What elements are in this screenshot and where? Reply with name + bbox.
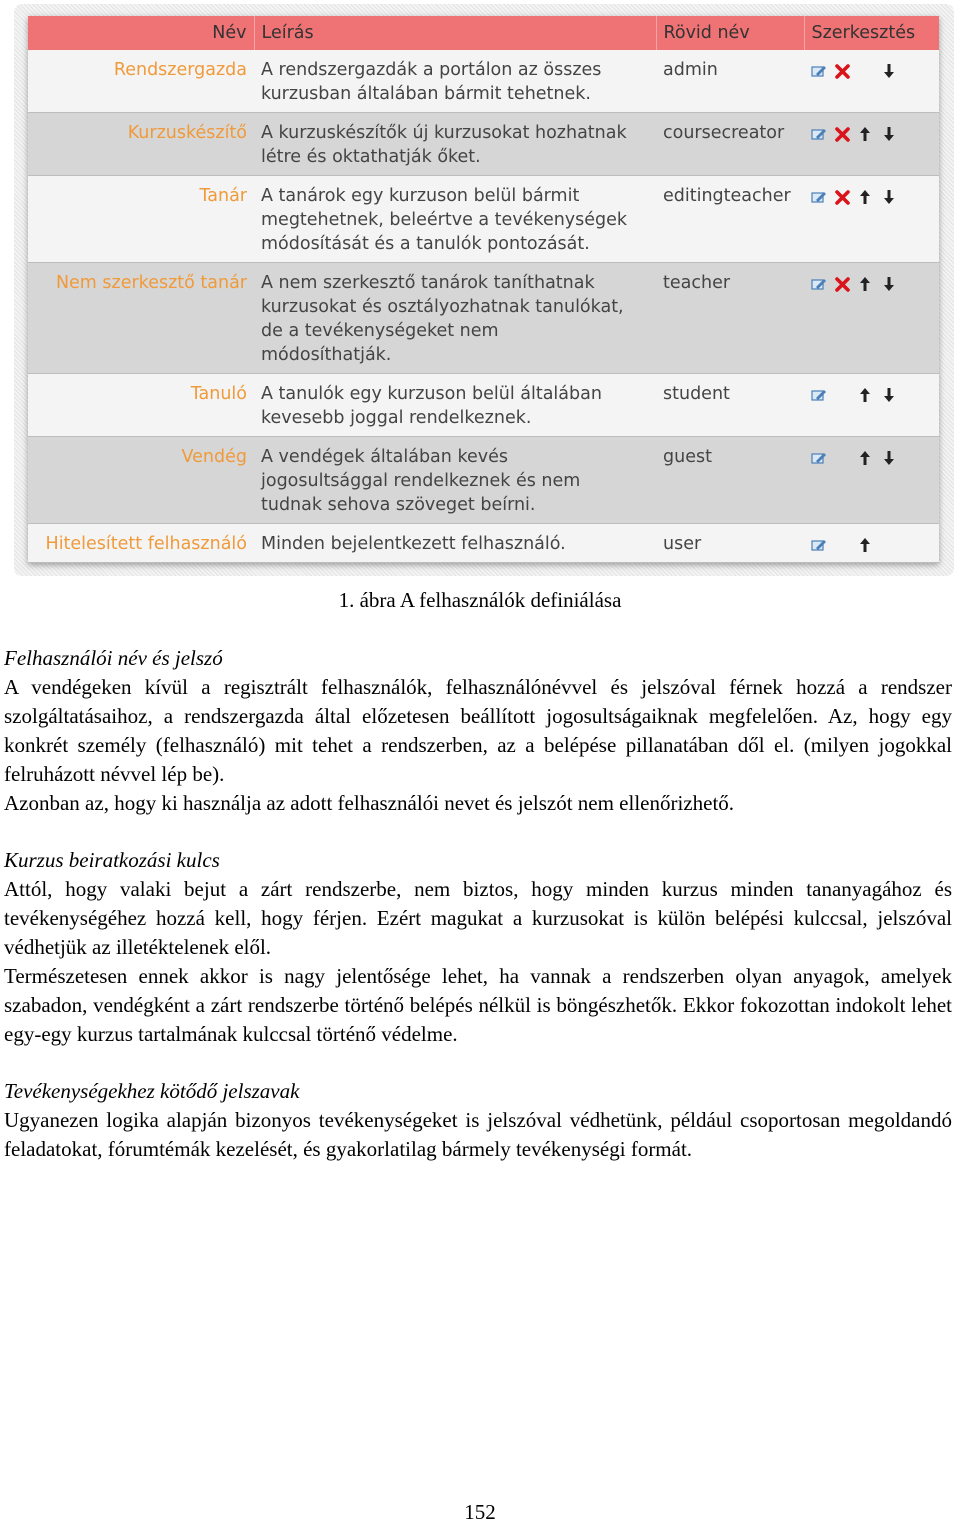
role-short-name: editingteacher [656,176,804,263]
column-header-short-name[interactable]: Rövid név [656,16,804,50]
role-description [254,437,656,524]
role-description [254,176,656,263]
move-down-arrow-icon[interactable] [883,386,907,404]
role-description-line: kurzusokat és osztályozhatnak tanulókat, [261,297,624,317]
role-description [254,50,656,113]
role-actions [804,437,939,524]
edit-icon[interactable] [811,62,835,80]
role-name-link[interactable]: Nem szerkesztő tanár [28,263,254,374]
roles-table-body [28,50,939,563]
section-heading: Felhasználói név és jelszó [4,646,223,670]
paragraph: Ugyanezen logika alapján bizonyos tevékenységeket is jelszóval védhetünk, például csoportosan megoldandó feladatokat, fórumtémák kezelését, és gyakorlatilag bármely tevékenységi formát. [4,1108,952,1161]
role-description-line: kevesebb joggal rendelkeznek. [261,408,532,428]
role-description-line: A kurzuskészítők új kurzusokat hozhatnak [261,123,627,143]
delete-icon[interactable] [835,275,859,293]
section-heading: Kurzus beiratkozási kulcs [4,848,220,872]
edit-icon[interactable] [811,386,835,404]
paragraph: Természetesen ennek akkor is nagy jelentősége lehet, ha vannak a rendszerben olyan anyagok, amelyek szabadon, vendégként a zárt rendszerbe történő belépés nélkül is böngészhetők. Ekkor fokozottan indokolt lehet egy-egy kurzus tartalmának kulccsal történő védelme. [4,964,952,1046]
role-description-line: Minden bejelentkezett felhasználó. [261,534,566,554]
role-short-name: admin [656,50,804,113]
move-up-arrow-icon[interactable] [859,125,883,143]
role-description [254,524,656,563]
role-description-line: módosítását és a tanulók pontozását. [261,234,590,254]
delete-icon[interactable] [835,188,859,206]
table-row [28,524,939,563]
empty-action-slot [835,536,859,554]
role-description-line: A nem szerkesztő tanárok taníthatnak [261,273,595,293]
role-actions [804,524,939,563]
table-row [28,263,939,374]
role-description-line: A tanárok egy kurzuson belül bármit [261,186,580,206]
edit-icon[interactable] [811,536,835,554]
move-up-arrow-icon[interactable] [859,449,883,467]
edit-icon[interactable] [811,275,835,293]
figure-caption: 1. ábra A felhasználók definiálása [338,588,622,612]
paragraph: Attól, hogy valaki bejut a zárt rendszerbe, nem biztos, hogy minden kurzus minden tananyagához és tevékenységéhez hozzá kell, hogy férjen. Ezért magukat a kurzusokat is külön belépési kulccsal, jelszóval védhetjük az illetéktelenek elől. [4,877,952,959]
role-short-name: teacher [656,263,804,374]
table-row [28,176,939,263]
role-description-line: de a tevékenységeket nem [261,321,499,341]
role-description-line: megtehetnek, beleértve a tevékenységek [261,210,628,230]
section-activity-passwords [4,1077,952,1164]
move-down-arrow-icon[interactable] [883,188,907,206]
role-short-name: guest [656,437,804,524]
role-description-line: tudnak sehova szöveget beírni. [261,495,536,515]
edit-icon[interactable] [811,449,835,467]
role-name-link[interactable]: Rendszergazda [28,50,254,113]
role-short-name: coursecreator [656,113,804,176]
table-row [28,374,939,437]
page-number: 152 [464,1500,496,1524]
table-row [28,113,939,176]
section-enrolment-key [4,846,952,1049]
edit-icon[interactable] [811,188,835,206]
column-header-edit[interactable]: Szerkesztés [804,16,939,50]
empty-action-slot [859,62,883,80]
roles-table [28,16,939,563]
move-down-arrow-icon[interactable] [883,449,907,467]
role-actions [804,176,939,263]
role-description-line: módosíthatják. [261,345,392,365]
role-short-name: student [656,374,804,437]
role-description [254,374,656,437]
role-description-line: A tanulók egy kurzuson belül általában [261,384,602,404]
edit-icon[interactable] [811,125,835,143]
body-text [4,644,952,1192]
empty-action-slot [835,449,859,467]
role-description-line: A vendégek általában kevés [261,447,508,467]
table-row [28,50,939,113]
delete-icon[interactable] [835,125,859,143]
role-name-link[interactable]: Kurzuskészítő [28,113,254,176]
role-name-link[interactable]: Vendég [28,437,254,524]
table-header-row [28,16,939,50]
move-down-arrow-icon[interactable] [883,275,907,293]
role-actions [804,263,939,374]
move-up-arrow-icon[interactable] [859,188,883,206]
role-actions [804,50,939,113]
delete-icon[interactable] [835,62,859,80]
section-username-password [4,644,952,818]
role-description [254,113,656,176]
role-description-line: létre és oktathatják őket. [261,147,481,167]
table-row [28,437,939,524]
paragraph: A vendégeken kívül a regisztrált felhasználók, felhasználónévvel és jelszóval férnek hozzá a rendszer szolgáltatásaihoz, a rendszergazda által előzetesen beállított jogosultságaiknak megfelelően. Az, hogy egy konkrét személy (felhasználó) mit tehet a rendszerben, az a belépése pillanatában dől el. (milyen jogokkal felruházott névvel lép be). [4,675,952,786]
role-actions [804,113,939,176]
role-description [254,263,656,374]
move-up-arrow-icon[interactable] [859,275,883,293]
move-up-arrow-icon[interactable] [859,386,883,404]
role-name-link[interactable]: Tanuló [28,374,254,437]
paragraph: Azonban az, hogy ki használja az adott felhasználói nevet és jelszót nem ellenőrizhető. [4,791,735,815]
move-down-arrow-icon[interactable] [883,62,907,80]
role-short-name: user [656,524,804,563]
role-actions [804,374,939,437]
column-header-name[interactable]: Név [28,16,254,50]
move-up-arrow-icon[interactable] [859,536,883,554]
role-name-link[interactable]: Hitelesített felhasználó [28,524,254,563]
role-description-line: jogosultsággal rendelkeznek és nem [261,471,581,491]
empty-action-slot [883,536,907,554]
empty-action-slot [835,386,859,404]
column-header-description[interactable]: Leírás [254,16,656,50]
role-description-line: A rendszergazdák a portálon az összes [261,60,602,80]
section-heading: Tevékenységekhez kötődő jelszavak [4,1079,300,1103]
role-name-link[interactable]: Tanár [28,176,254,263]
role-description-line: kurzusban általában bármit tehetnek. [261,84,591,104]
move-down-arrow-icon[interactable] [883,125,907,143]
